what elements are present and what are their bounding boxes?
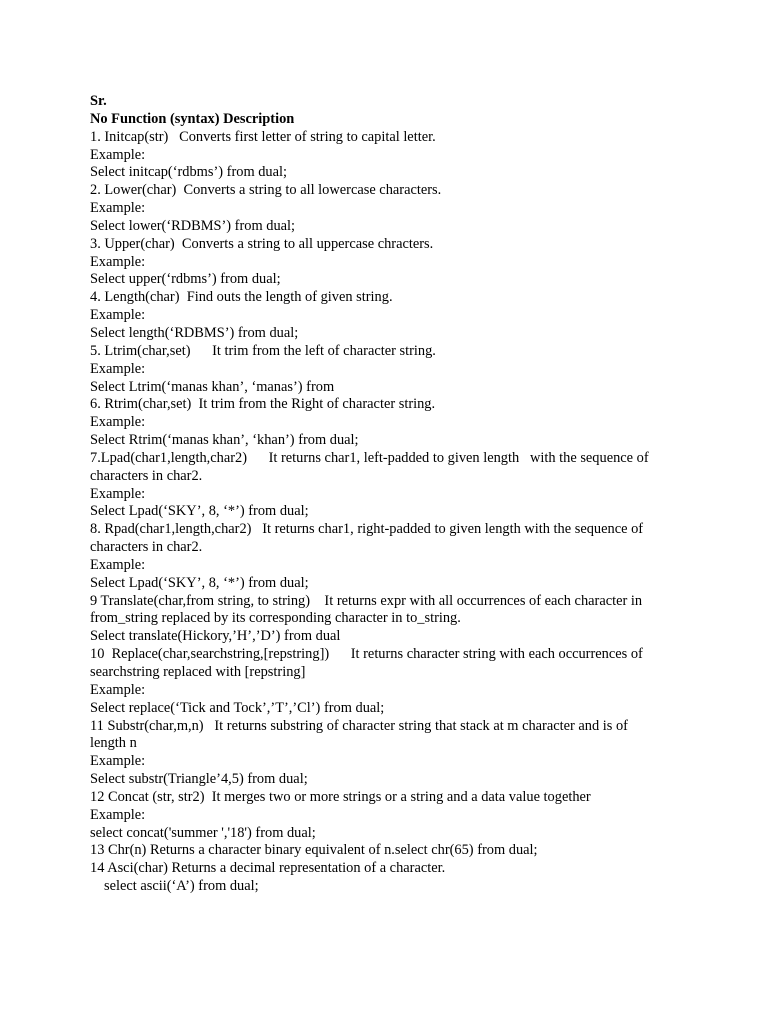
header-columns: No Function (syntax) Description bbox=[90, 110, 295, 127]
document-line: Example: bbox=[90, 253, 146, 270]
document-line: 4. Length(char) Find outs the length of given string. bbox=[90, 289, 393, 306]
document-line: 9 Translate(char,from string, to string) It returns expr with all occurrences of each character in bbox=[90, 592, 643, 609]
document-line: Example: bbox=[90, 146, 146, 163]
document-line-last: select ascii(‘A’) from dual; bbox=[104, 878, 259, 895]
document-line: Example: bbox=[90, 753, 146, 770]
document-line: Example: bbox=[90, 414, 146, 431]
document-line: Select Lpad(‘SKY’, 8, ‘*’) from dual; bbox=[90, 574, 309, 591]
document-line: 13 Chr(n) Returns a character binary equivalent of n.select chr(65) from dual; bbox=[90, 842, 538, 859]
document-line: 8. Rpad(char1,length,char2) It returns char1, right-padded to given length with the sequence of bbox=[90, 521, 644, 538]
document-line: characters in char2. bbox=[90, 539, 203, 556]
document-line: Select lower(‘RDBMS’) from dual; bbox=[90, 217, 296, 234]
document-line: 10 Replace(char,searchstring,[repstring]) It returns character string with each occurrences of bbox=[90, 646, 643, 663]
document-line: Select initcap(‘rdbms’) from dual; bbox=[90, 164, 288, 181]
document-line: Example: bbox=[90, 360, 146, 377]
document-line: characters in char2. bbox=[90, 467, 203, 484]
document-line: 12 Concat (str, str2) It merges two or more strings or a string and a data value together bbox=[90, 788, 591, 805]
document-line: Example: bbox=[90, 556, 146, 573]
document-line: Select Ltrim(‘manas khan’, ‘manas’) from bbox=[90, 378, 335, 395]
document-line: 11 Substr(char,m,n) It returns substring of character string that stack at m character and is of bbox=[90, 717, 628, 734]
document-line: select concat('summer ','18') from dual; bbox=[90, 824, 316, 841]
document-line: 2. Lower(char) Converts a string to all lowercase characters. bbox=[90, 182, 442, 199]
document-line: Example: bbox=[90, 806, 146, 823]
document-line: 5. Ltrim(char,set) It trim from the left of character string. bbox=[90, 342, 436, 359]
document-line: 14 Asci(char) Returns a decimal representation of a character. bbox=[90, 860, 446, 877]
document-line: from_string replaced by its corresponding character in to_string. bbox=[90, 610, 461, 627]
document-line: Select Rtrim(‘manas khan’, ‘khan’) from dual; bbox=[90, 432, 359, 449]
document-line: Example: bbox=[90, 307, 146, 324]
document-line: Select Lpad(‘SKY’, 8, ‘*’) from dual; bbox=[90, 503, 309, 520]
document-line: 3. Upper(char) Converts a string to all uppercase chracters. bbox=[90, 235, 434, 252]
document-line: Example: bbox=[90, 200, 146, 217]
document-line: searchstring replaced with [repstring] bbox=[90, 664, 306, 680]
document-line: Select upper(‘rdbms’) from dual; bbox=[90, 271, 281, 288]
document-body bbox=[90, 129, 680, 878]
document-line: Select substr(Triangle’4,5) from dual; bbox=[90, 771, 308, 788]
document-page bbox=[90, 93, 680, 896]
document-line: length n bbox=[90, 735, 137, 752]
document-line: Select replace(‘Tick and Tock’,’T’,’Cl’) from dual; bbox=[90, 699, 385, 716]
document-line: Example: bbox=[90, 485, 146, 502]
document-line: Select translate(Hickory,’H’,’D’) from dual bbox=[90, 628, 341, 645]
document-line: 7.Lpad(char1,length,char2) It returns char1, left-padded to given length with the sequence of bbox=[90, 449, 649, 466]
document-line: 1. Initcap(str) Converts first letter of string to capital letter. bbox=[90, 128, 436, 145]
document-line: Select length(‘RDBMS’) from dual; bbox=[90, 324, 299, 341]
document-line: Example: bbox=[90, 681, 146, 698]
document-line: 6. Rtrim(char,set) It trim from the Right of character string. bbox=[90, 396, 436, 413]
header-sr: Sr. bbox=[90, 93, 107, 109]
